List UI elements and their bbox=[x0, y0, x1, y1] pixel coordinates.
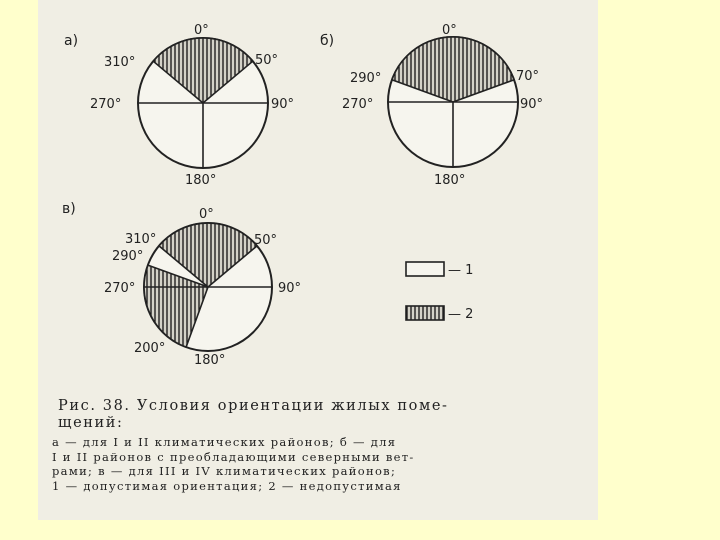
scanned-figure bbox=[38, 0, 598, 520]
panel-a-letter: а) bbox=[64, 33, 79, 49]
panel-a-label-90: 90° bbox=[271, 97, 295, 112]
panel-a-label-270: 270° bbox=[90, 97, 122, 112]
orientation-diagram bbox=[38, 0, 598, 400]
caption-title: Рис. 38. Условия ориентации жилых поме- щений: bbox=[58, 398, 449, 431]
legend bbox=[406, 262, 473, 322]
legend-hatched-swatch bbox=[406, 306, 444, 320]
figure-caption bbox=[46, 398, 594, 493]
panel-c bbox=[62, 201, 301, 368]
panel-b-label-270: 270° bbox=[342, 97, 374, 112]
panel-b-label-90: 90° bbox=[520, 97, 544, 112]
panel-c-label-290: 290° bbox=[112, 249, 144, 264]
panel-b-letter: б) bbox=[320, 33, 335, 49]
legend-label-2: — 2 bbox=[448, 307, 474, 322]
panel-c-label-270: 270° bbox=[104, 281, 136, 296]
panel-a bbox=[64, 23, 294, 188]
caption-body: а — для I и II климатических районов; б — для I и II районов с преобладающими северными вет- рами; в — для III и IV климатических районов; 1 — допустимая ориентация; 2 — недопустимая bbox=[52, 435, 415, 493]
panel-c-label-180: 180° bbox=[194, 353, 226, 368]
legend-plain-swatch bbox=[406, 262, 444, 276]
panel-c-label-200: 200° bbox=[134, 341, 166, 356]
panel-c-label-90: 90° bbox=[278, 281, 302, 296]
legend-label-1: — 1 bbox=[448, 263, 474, 278]
panel-c-label-50: 50° bbox=[254, 233, 278, 248]
panel-b-label-290: 290° bbox=[350, 71, 382, 86]
panel-b-label-180: 180° bbox=[434, 173, 466, 188]
panel-a-label-50: 50° bbox=[255, 53, 279, 68]
panel-a-label-180: 180° bbox=[185, 173, 217, 188]
panel-c-label-310: 310° bbox=[125, 232, 157, 247]
panel-b bbox=[320, 23, 543, 188]
panel-c-letter: в) bbox=[62, 201, 76, 217]
panel-b-label-70: 70° bbox=[516, 69, 540, 84]
panel-a-label-310: 310° bbox=[104, 55, 136, 70]
panel-c-label-0: 0° bbox=[199, 207, 214, 222]
panel-b-label-0: 0° bbox=[442, 23, 457, 38]
panel-a-label-0: 0° bbox=[194, 23, 209, 38]
